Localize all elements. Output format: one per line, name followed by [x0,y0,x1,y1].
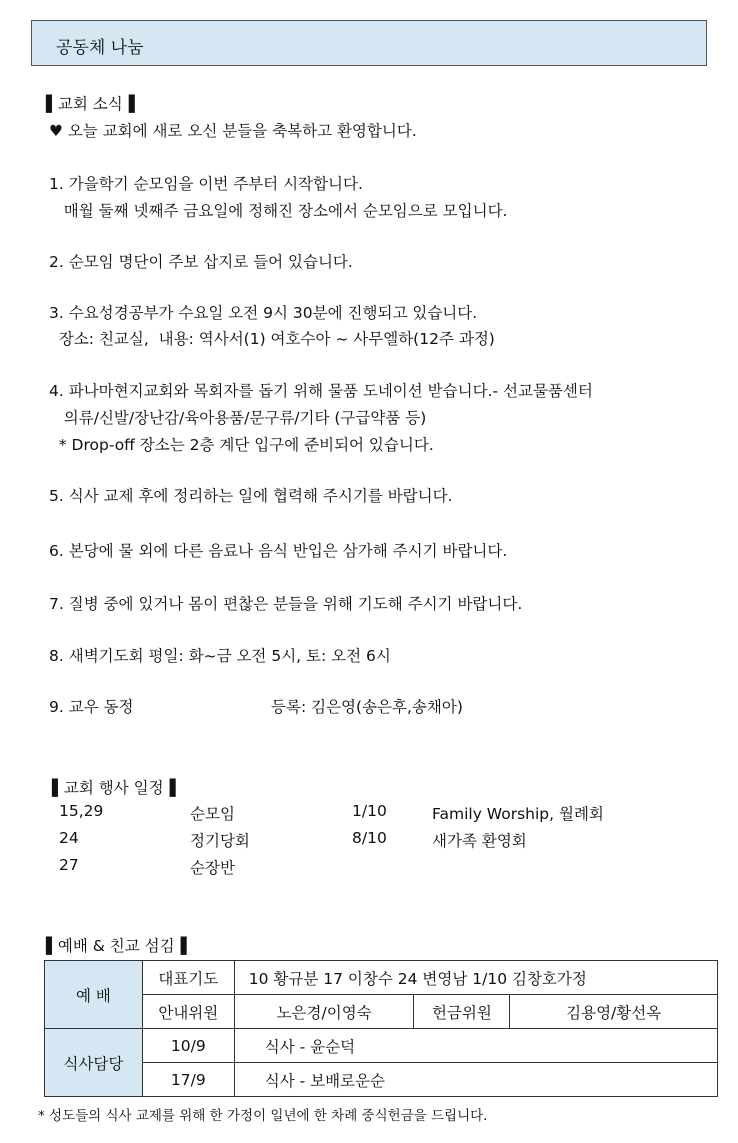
meal-desc: 식사 - 보배로운순 [234,1063,717,1097]
table-row [45,961,718,995]
news-item: 2. 순모임 명단이 주보 삽지로 들어 있습니다. [49,253,353,271]
event-name: 새가족 환영회 [432,832,527,850]
usher-label: 안내위원 [142,995,234,1029]
table-row [45,995,718,1029]
event-name: 순모임 [190,805,235,823]
prayer-label: 대표기도 [142,961,234,995]
event-date: 1/10 [352,802,387,820]
news-item: 1. 가을학기 순모임을 이번 주부터 시작합니다. [49,175,363,193]
news-item: 4. 파나마현지교회와 목회자를 돕기 위해 물품 도네이션 받습니다.- 선교물품센터 [49,382,593,400]
event-name: Family Worship, 월례회 [432,805,604,823]
table-row [45,1063,718,1097]
news-section-title: ▌교회 소식▐ [46,95,135,113]
news-item: 7. 질병 중에 있거나 몸이 편찮은 분들을 위해 기도해 주시기 바랍니다. [49,595,523,613]
worship-category: 예 배 [45,961,143,1029]
events-section-title: ▌교회 행사 일정▐ [52,779,176,797]
meal-desc: 식사 - 윤순덕 [234,1029,717,1063]
meal-category: 식사담당 [45,1029,143,1097]
news-item: 3. 수요성경공부가 수요일 오전 9시 30분에 진행되고 있습니다. [49,304,478,322]
meal-date: 10/9 [142,1029,234,1063]
news-item: 9. 교우 동정 [49,698,134,716]
news-item: 5. 식사 교제 후에 정리하는 일에 협력해 주시기를 바랍니다. [49,487,453,505]
usher-value: 노은경/이영숙 [234,995,414,1029]
header-box [31,20,707,66]
serve-section-title: ▌예배 & 친교 섬김▐ [46,937,187,955]
serving-table [44,960,718,1097]
serve-note: * 성도들의 식사 교제를 위해 한 가정이 일년에 한 차례 중식헌금을 드립니다. [38,1108,488,1124]
table-row [45,1029,718,1063]
news-item-detail: 장소: 친교실, 내용: 역사서(1) 여호수아 ~ 사무엘하(12주 과정) [49,330,495,348]
event-date: 24 [59,829,79,847]
offering-value: 김용영/황선옥 [510,995,718,1029]
news-item: 8. 새벽기도회 평일: 화~금 오전 5시, 토: 오전 6시 [49,647,391,665]
member-registration: 등록: 김은영(송은후,송채아) [271,698,463,716]
event-name: 순장반 [190,859,235,877]
event-date: 27 [59,856,79,874]
news-item: 6. 본당에 물 외에 다른 음료나 음식 반입은 삼가해 주시기 바랍니다. [49,542,508,560]
prayer-value: 10 황규분 17 이창수 24 변영남 1/10 김창호가정 [234,961,717,995]
page-title: 공동체 나눔 [56,38,144,58]
news-item-detail: 의류/신발/장난감/육아용품/문구류/기타 (구급약품 등) [49,409,427,427]
news-item-detail: * Drop-off 장소는 2층 계단 입구에 준비되어 있습니다. [49,436,434,454]
event-name: 정기당회 [190,832,250,850]
event-date: 15,29 [59,802,104,820]
event-date: 8/10 [352,829,387,847]
offering-label: 헌금위원 [414,995,510,1029]
welcome-line: ♥ 오늘 교회에 새로 오신 분들을 축복하고 환영합니다. [49,122,417,140]
news-item-detail: 매월 둘째 넷째주 금요일에 정해진 장소에서 순모임으로 모입니다. [49,202,508,220]
meal-date: 17/9 [142,1063,234,1097]
